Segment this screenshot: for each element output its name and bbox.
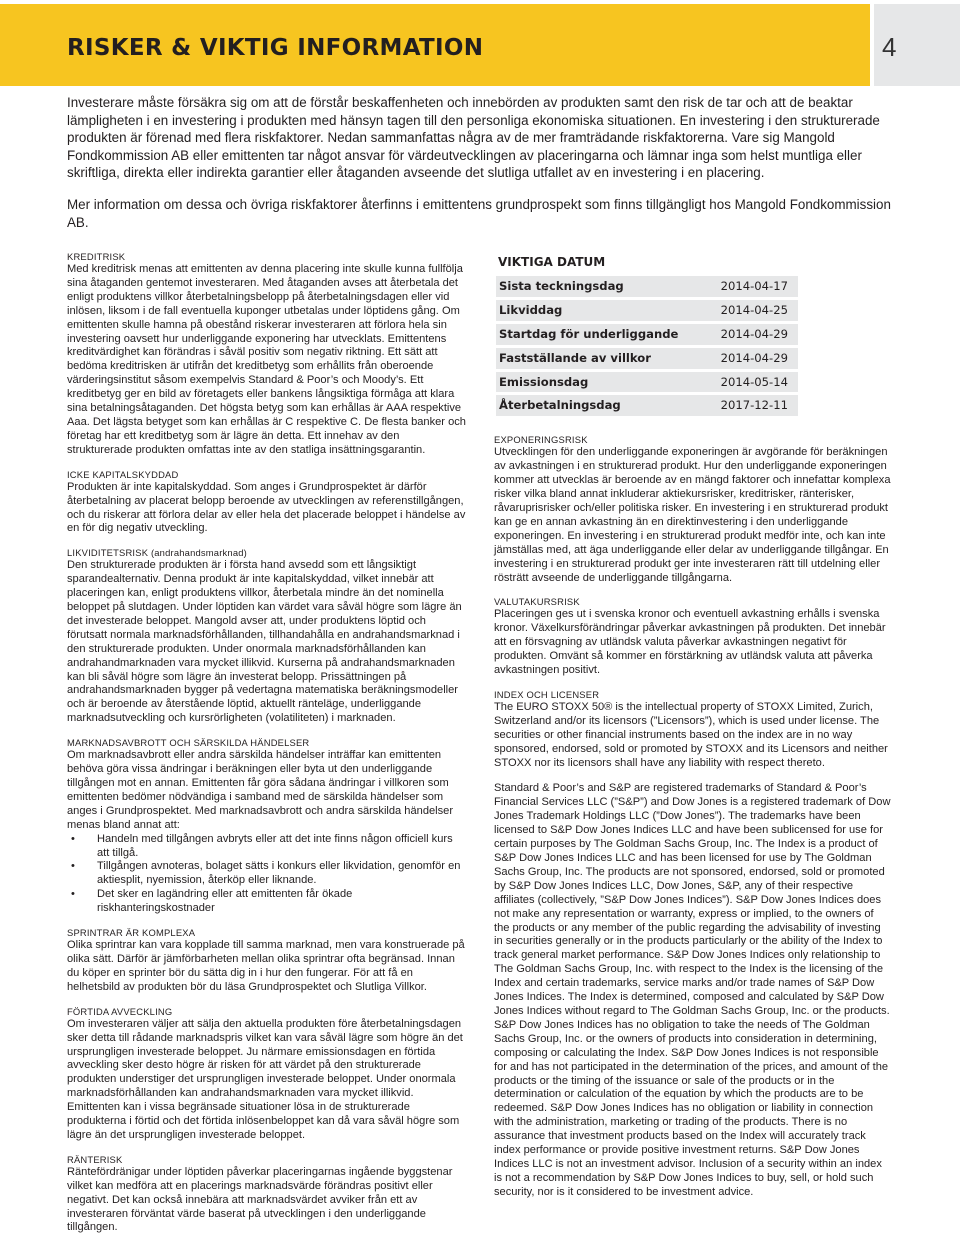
section-kreditrisk [67, 251, 467, 458]
section-exponeringsrisk [494, 434, 892, 585]
page-title: RISKER & VIKTIG INFORMATION [67, 35, 484, 61]
list-item: • Det sker en lagändring eller att emittenten får ökade riskhanteringskostnader [67, 888, 467, 916]
date-label: Sista teckningsdag [499, 278, 624, 293]
right-column [494, 250, 892, 1211]
date-value: 2014-04-29 [720, 350, 788, 365]
section-text: Olika sprintrar kan vara kopplade till samma marknad, men vara konstruerade på olika sätt. Därför är jämförbarheten mellan olika sprintrar ofta begränsad. Innan du köper en sprinter bör du sätta dig in i hur den fungerar. För att få en helhetsbild av produkten bör du läsa Grundprospektet och Slutliga Villkor. [67, 939, 465, 993]
section-sprintrar [67, 927, 467, 995]
list-item: • Tillgången avnoteras, bolaget sätts i konkurs eller likvidation, genomför en aktiesplit, nyemission, återköp eller liknande. [67, 860, 467, 888]
date-label: Startdag för underliggande [499, 326, 679, 341]
section-title: INDEX OCH LICENSER [494, 688, 600, 700]
date-row [496, 300, 798, 321]
section-text: Placeringen ges ut i svenska kronor och eventuell avkastning erhålls i svenska kronor. Växelkursförändringar påverkar avkastningen på produkten. Det innebär att en försvagning av utländsk valuta påverkar avkastningen negativt för produkten. Omvänt så kommer en förstärkning av utländsk valuta att påverka avkastningen positivt. [494, 608, 886, 677]
intro-paragraph-2: Mer information om dessa och övriga riskfaktorer återfinns i emittentens grundprospekt som finns tillgängligt hos Mangold Fondkommission AB. [67, 196, 891, 230]
section-title: KREDITRISK [67, 251, 126, 262]
section-text: Med kreditrisk menas att emittenten av denna placering inte skulle kunna fullfölja sina åtaganden gentemot investeraren. Med åtaganden avses att återbetala det enligt produktens villkor återbetalningsbelopp på återbetalningsdagen eller vid inlösen, liksom i de fall eventuella kuponger utbetalas under löptidens gång. Om emittenten skulle hamna på obestånd riskerar investeraren att förlora hela sin investering oavsett hur underliggande exponering har utvecklats. Emittentens kreditvärdighet kan förändras i såväl positiv som negativ riktning. Ett sätt att bedöma kreditrisken är utifrån det kreditbetyg som erhållits från oberoende värderingsinstitut såsom exempelvis Standard & Poor’s och Moody’s. Ett kreditbetyg ger en bild av företagets eller bankens långsiktiga förmåga att klara sina betalningsåtaganden. Det högsta betyg som kan erhållas är AAA respektive Aaa. Det lägsta betyget som kan erhållas är C respektive C. De flesta banker och företag har ett kreditbetyg som är lägre än detta. Ett innehav av den strukturerade produkten omfattas inte av den statliga insättningsgarantin. [67, 263, 466, 456]
section-title: ICKE KAPITALSKYDDAD [67, 468, 179, 480]
section-kapitalskydd [67, 469, 467, 537]
date-value: 2014-04-29 [720, 326, 788, 341]
date-label: Återbetalningsdag [499, 398, 621, 413]
section-fortida-avveckling [67, 1006, 467, 1143]
section-title: EXPONERINGSRISK [494, 434, 588, 446]
date-label: Likviddag [499, 302, 563, 317]
section-ranterisk [67, 1154, 467, 1236]
page-number: 4 [882, 32, 897, 62]
dates-title: VIKTIGA DATUM [498, 255, 606, 269]
title-bar [0, 4, 870, 86]
date-row [496, 395, 798, 416]
list-item: • Handeln med tillgången avbryts eller att det inte finns någon officiell kurs att tillgå. [67, 833, 467, 861]
date-value: 2017-12-11 [720, 398, 788, 413]
date-value: 2014-04-17 [720, 278, 788, 293]
section-title: VALUTAKURSRISK [494, 596, 580, 608]
section-title: MARKNADSAVBROTT OCH SÄRSKILDA HÄNDELSER [67, 737, 310, 749]
section-valutakursrisk [494, 596, 892, 678]
section-text: Om marknadsavbrott eller andra särskilda händelser inträffar kan emittenten behöva göra vissa ändringar i beräkningen eller byta ut den underliggande tillgången mot en annan. Emittenten får göra sådana ändringar i villkoren som emittenten bedömer nödvändiga i samband med de särskilda händelser som anges i Grundprospektet. Med marknadsavbrott och andra särskilda händelser menas bland annat att: [67, 749, 454, 831]
section-index-licenser [494, 689, 892, 1200]
section-title: FÖRTIDA AVVECKLING [67, 1005, 173, 1017]
section-title: RÄNTERISK [67, 1153, 123, 1165]
section-text: Räntefördränigar under löptiden påverkar placeringarnas ingående byggstenar vilket kan medföra att en placerings marknadsvärde förändras positivt eller negativt. Det kan också innebära att marknadsvärdet avviker från ett av investeraren förväntat värde baserat på utvecklingen i den underliggande tillgången. [67, 1165, 453, 1234]
date-value: 2014-05-14 [720, 374, 788, 389]
date-row [496, 372, 798, 393]
intro-paragraph-1: Investerare måste försäkra sig om att de förstår beskaffenheten och innebörden av produkten samt den risk de tar och att de beaktar lämpligheten i en investering i produkten med hänsyn tagen till den personliga ekonomiska situationen. En investering i den strukturerade produkten är förenad med flera riskfaktorer. Nedan sammanfattas några av de mer framträdande riskfaktorerna. Vare sig Mangold Fondkommission AB eller emittenten tar något ansvar för värdeutvecklingen av placeringarna och lämnar inga som helst muntliga eller skriftliga, direkta eller indirekta garantier eller åtaganden avseende det slutliga utfallet av en investering i en placering. [67, 95, 880, 181]
date-label: Fastställande av villkor [499, 350, 651, 365]
bullet-list [67, 833, 467, 916]
page-header [0, 0, 960, 90]
section-text: Standard & Poor’s and S&P are registered trademarks of Standard & Poor’s Financial Services LLC (”S&P”) and Dow Jones is a registered trademark of Dow Jones Trademark Holdings LLC (”Dow Jones”). The trademarks have been licensed to S&P Dow Jones Indices LLC and have been sublicensed for use for certain purposes by The Goldman Sachs Group, Inc. The Index is a product of S&P Dow Jones Indices LLC and has been licensed for use by The Goldman Sachs Group, Inc. The products are not sponsored, endorsed, sold or promoted by S&P Dow Jones Indices LLC, Dow Jones, S&P, any of their respective affiliates (collectively, ”S&P Dow Jones Indices”). S&P Dow Jones Indices does not make any representation or warranty, express or implied, to the owners of the products or any member of the public regarding the advisability of investing in securities generally or in the products particularly or the ability of the Index to track general market performance. S&P Dow Jones Indices only relationship to The Goldman Sachs Group, Inc. with respect to the Index is the licensing of the Index and certain trademarks, service marks and/or trade names of S&P Dow Jones Indices. The Index is determined, composed and calculated by S&P Dow Jones Indices without regard to The Goldman Sachs Group, Inc. or the products. S&P Dow Jones Indices has no obligation to take the needs of The Goldman Sachs Group, Inc. or the owners of products into consideration in determining, composing or calculating the Index. S&P Dow Jones Indices is not responsible for and has not participated in the determination of the prices, and amount of the products or the timing of the issuance or sale of the products or in the determination or calculation of the equation by which the products are to be redeemed. S&P Dow Jones Indices has no obligation or liability in connection with the administration, marketing or trading of the products. There is no assurance that investment products based on the Index will accurately track index performance or provide positive investment returns. S&P Dow Jones Indices LLC is not an investment advisor. Inclusion of a security within an index is not a recommendation by S&P Dow Jones Indices to buy, sell, or hold such security, nor is it considered to be investment advice. [494, 782, 891, 1198]
section-likviditetsrisk [67, 547, 467, 726]
section-marknadsavbrott [67, 737, 467, 916]
section-text: Om investeraren väljer att sälja den aktuella produkten före återbetalningsdagen sker detta till rådande marknadspris vilket kan vara såväl lägre som högre än det ursprungligen investerade beloppet. Ju närmare emissionsdagen en förtida avveckling sker desto högre är risken för att värdet på den strukturerade produkten understiger det ursprungligen investerade beloppet. Under onormala marknadsförhållanden kan andrahandsmarknaden vara mycket illikvid. Emittenten kan i vissa begränsade situationer lösa in de strukturerade produkterna i förtid och det förtida inlösenbeloppet kan då vara såväl högre som lägre än det ursprungligen investerade beloppet. [67, 1017, 463, 1141]
date-label: Emissionsdag [499, 374, 589, 389]
date-row [496, 276, 798, 297]
section-text: Produkten är inte kapitalskyddad. Som anges i Grundprospektet är därför återbetalning av placerat belopp beroende av utvecklingen av referenstillgången, och du riskerar att förlora delar av eller hela det placerade beloppet i händelse av en för dig negativ utveckling. [67, 480, 466, 535]
intro-section [67, 94, 891, 245]
date-value: 2014-04-25 [720, 302, 788, 317]
date-row [496, 348, 798, 369]
page-number-box [874, 4, 960, 86]
dates-table [496, 276, 798, 416]
section-title: SPRINTRAR ÄR KOMPLEXA [67, 927, 196, 939]
section-title: LIKVIDITETSRISK (andrahandsmarknad) [67, 547, 247, 559]
section-text: Utvecklingen för den underliggande exponeringen är avgörande för beräkningen av avkastningen i en strukturerad produkt. Hur den underliggande exponeringen kommer att utvecklas är beroende av en mängd faktorer och innefattar komplexa risker vilka bland annat inkluderar aktiekursrisker, kreditrisker, ränterisker, råvaruprisrisker och/eller politiska risker. En investering i en strukturerad produkt kan ge en annan avkastning än en direktinvestering i den underliggande exponeringen. En investering i en strukturerad produkt medför inte, och kan inte jämställas med, att äga underliggande eller delar av underliggande tillgångar. En investering i en strukturerad produkt ger inte investeraren rätt till utdelning eller rösträtt avseende de underliggande tillgångarna. [494, 446, 891, 584]
date-row [496, 324, 798, 345]
left-column [67, 251, 467, 1246]
section-text: The EURO STOXX 50® is the intellectual property of STOXX Limited, Zurich, Switzerland and/or its licensors (”Licensors”), which is used under license. The securities or other financial instruments based on the index are in no way sponsored, endorsed, sold or promoted by STOXX and its Licensors and neither STOXX nor its licensors shall have any liability with respect thereto. [494, 700, 888, 769]
section-text: Den strukturerade produkten är i första hand avsedd som ett långsiktigt sparandealternativ. Denna produkt är inte kapitalskyddad, vilket innebär att placeringen kan, enligt produktens villkor, återbetala mindre än det nominella beloppet på slutdagen. Under löptiden kan värdet vara såväl högre som lägre än det investerade beloppet. Mangold avser att, under produktens löptid och förutsatt normala marknadsförhållanden, tillhandahålla en andrahandsmarknad i den strukturerade produkten. Under onormala marknadsförhållanden kan andrahandmarknaden vara mycket illikvid. Kurserna på andrahandsmarknaden kan bli såväl högre som lägre än investerat belopp. Prissättningen på andrahandsmarknaden bygger på vedertagna matematiska beräkningsmodeller och är beroende av återstående löptid, aktuellt ränteläge, underliggande marknadsutveckling och kursrörligheten (volatiliteten) i marknaden. [67, 559, 462, 725]
